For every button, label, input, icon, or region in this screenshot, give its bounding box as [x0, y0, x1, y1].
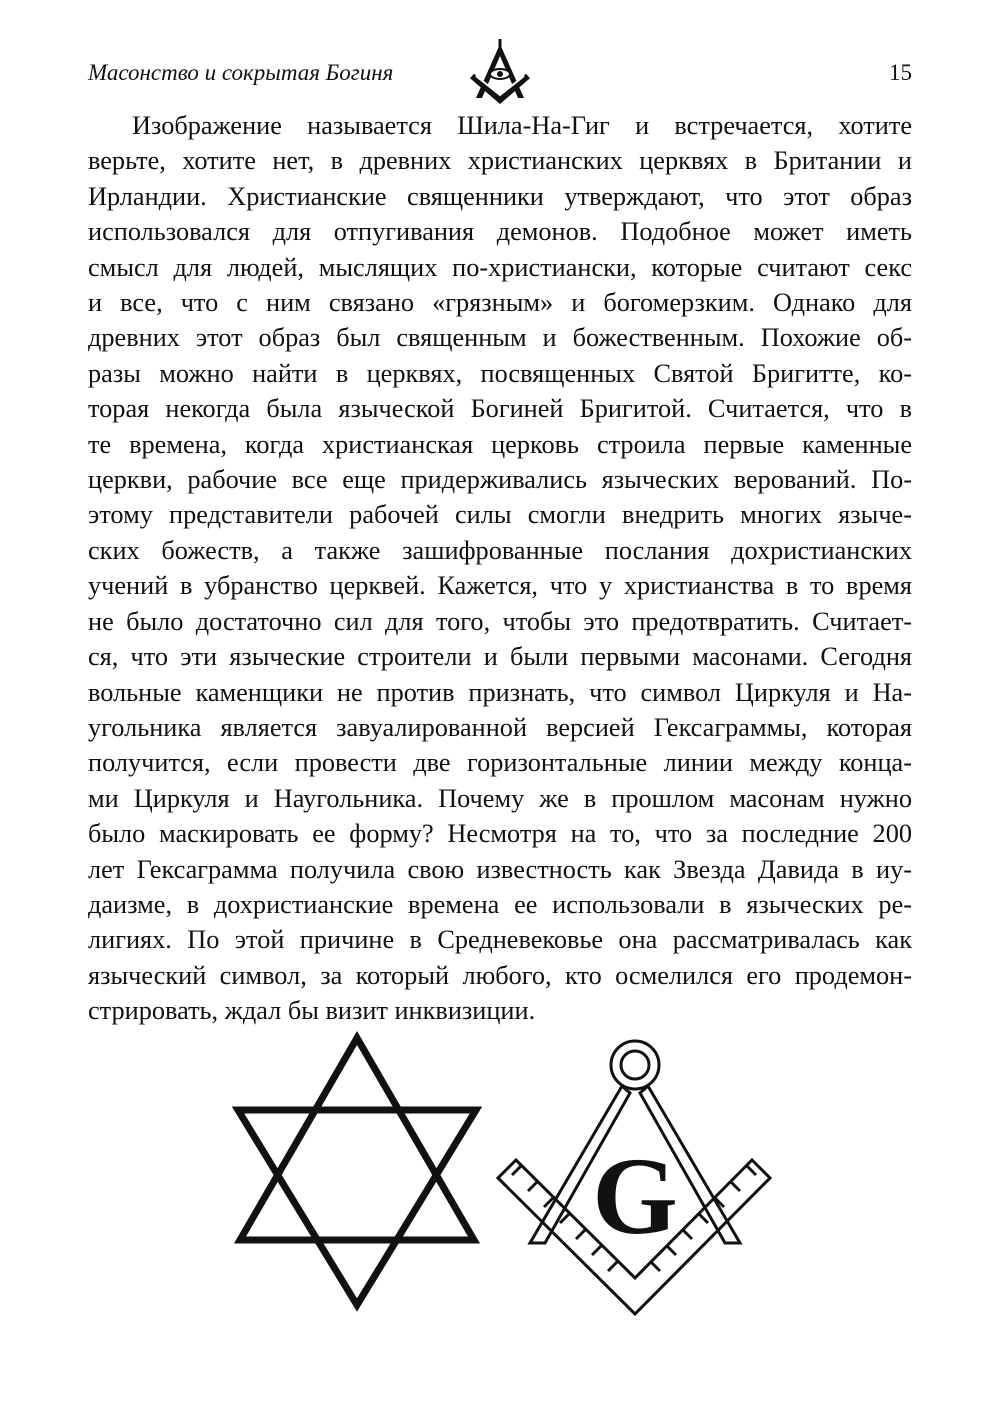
hexagram-figure — [230, 1030, 484, 1312]
text-line: Изображение называется Шила-На-Гиг и встречается, хотите — [132, 111, 912, 140]
text-line: ся, что эти языческие строители и были первыми масонами. Сегодня — [88, 642, 912, 672]
text-line: даизме, в дохристианские времена ее использовали в языческих ре- — [88, 889, 912, 919]
body-paragraph — [88, 108, 912, 1029]
text-line: было маскировать ее форму? Несмотря на то, что за последние 200 — [88, 819, 912, 849]
text-line: этому представители рабочей силы смогли внедрить многих языче- — [88, 500, 912, 530]
running-title: Масонство и сокрытая Богиня — [88, 60, 394, 85]
text-line: получится, если провести две горизонтальные линии между конца- — [88, 748, 912, 778]
text-line: те времена, когда христианская церковь строила первые каменные — [88, 429, 912, 459]
text-line: древних этот образ был священным и божественным. Похожие об- — [88, 323, 912, 353]
upward-triangle — [240, 1038, 474, 1240]
text-line: учений в убранство церквей. Кажется, что у христианства в то время — [88, 571, 912, 601]
text-line: церкви, рабочие все еще придерживались языческих верований. По- — [88, 465, 912, 495]
page-number: 15 — [889, 60, 912, 85]
text-line: торая некогда была языческой Богиней Бригитой. Считается, что в — [88, 394, 912, 424]
text-line: смысл для людей, мыслящих по-христиански, которые считают секс — [88, 252, 912, 282]
text-line: ми Циркуля и Наугольника. Почему же в прошлом масонам нужно — [88, 783, 912, 813]
text-line: верьте, хотите нет, в древних христианских церквях в Британии и — [88, 146, 912, 176]
text-line: лет Гексаграмма получила свою известность как Звезда Давида в иу- — [88, 854, 912, 884]
text-line: Ирландии. Христианские священники утверждают, что этот образ — [88, 181, 912, 211]
text-line: угольника является завуалированной версией Гексаграммы, которая — [88, 712, 912, 742]
text-line: вольные каменщики не против признать, что символ Циркуля и На- — [88, 677, 912, 707]
text-line: ских божеств, а также зашифрованные послания дохристианских — [88, 535, 912, 565]
masonic-compass-eye-icon — [468, 36, 532, 104]
text-line: языческий символ, за который любого, кто осмелился его продемон- — [88, 960, 912, 990]
text-line: и все, что с ним связано «грязным» и богомерзким. Однако для — [88, 288, 912, 318]
text-line: не было достаточно сил для того, чтобы это предотвратить. Считает- — [88, 606, 912, 636]
downward-triangle — [238, 1110, 476, 1305]
text-line: лигиях. По этой причине в Средневековье она рассматривалась как — [88, 925, 912, 955]
square-and-compass-figure — [490, 1038, 774, 1322]
masonic-letter-g: G — [592, 1135, 678, 1257]
text-line: использовался для отпугивания демонов. Подобное может иметь — [88, 217, 912, 247]
text-line: разы можно найти в церквях, посвященных Святой Бригитте, ко- — [88, 358, 912, 388]
text-line: стрировать, ждал бы визит инквизиции. — [88, 996, 536, 1026]
